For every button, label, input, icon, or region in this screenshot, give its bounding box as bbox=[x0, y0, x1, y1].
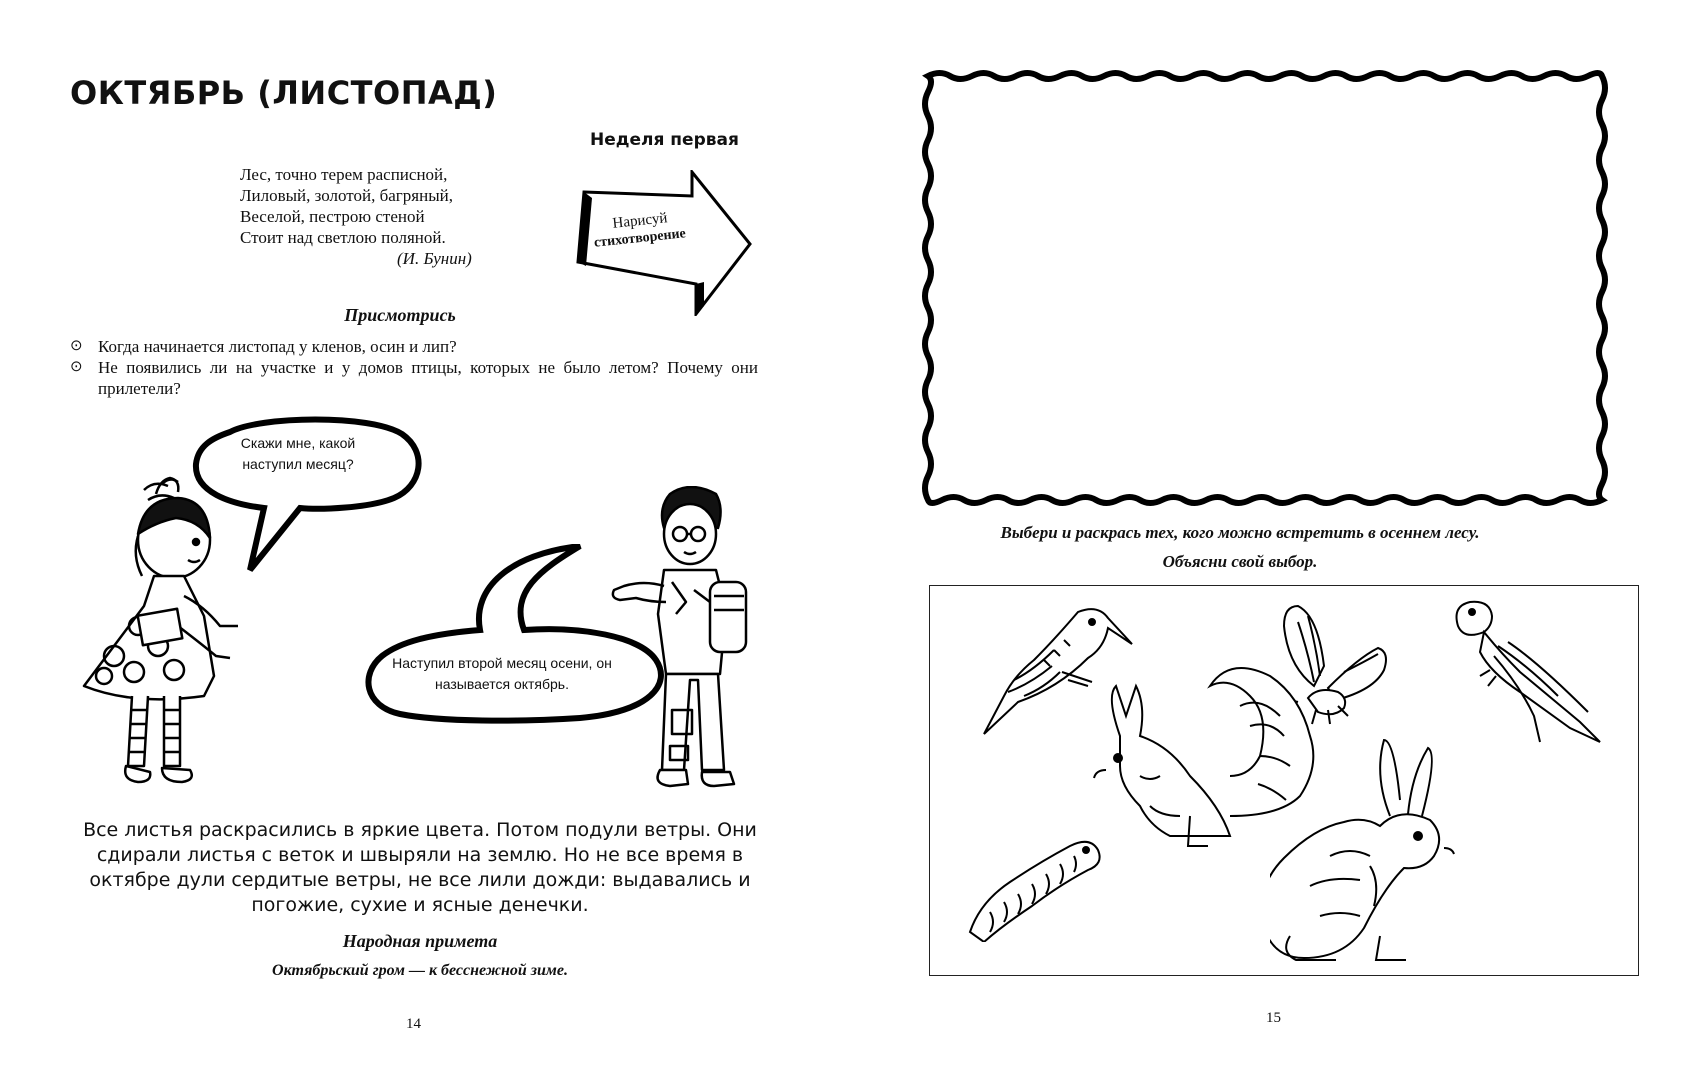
poem bbox=[240, 164, 472, 269]
question-text: Когда начинается листопад у кленов, осин и лип? bbox=[98, 337, 457, 356]
arrow-label-line1: Нарисуй bbox=[611, 210, 669, 232]
parrot-icon[interactable] bbox=[1438, 596, 1618, 746]
question-list bbox=[68, 336, 758, 399]
girl-speech: Скажи мне, какой наступил месяц? bbox=[240, 435, 356, 472]
animals-coloring-box[interactable] bbox=[929, 585, 1639, 976]
page-title: ОКТЯБРЬ (ЛИСТОПАД) bbox=[70, 74, 498, 112]
bullet-icon: ⊙ bbox=[70, 359, 83, 375]
task-explain: Объясни свой выбор. bbox=[1162, 552, 1318, 571]
hare-icon[interactable] bbox=[1270, 736, 1460, 966]
bullet-icon: ⊙ bbox=[70, 338, 83, 354]
proverb-text: Октябрьский гром — к бесснежной зиме. bbox=[272, 962, 568, 979]
boy-speech: Наступил второй месяц осени, он называется октябрь. bbox=[392, 655, 612, 692]
girl-illustration bbox=[74, 476, 254, 796]
week-label: Неделя первая bbox=[590, 130, 739, 150]
observe-heading: Присмотрись bbox=[344, 305, 456, 325]
proverb-heading: Народная примета bbox=[342, 931, 498, 951]
poem-author: (И. Бунин) bbox=[397, 249, 472, 268]
page-number: 14 bbox=[406, 1016, 421, 1032]
poem-line: Лес, точно терем расписной, bbox=[240, 165, 448, 184]
boy-illustration bbox=[610, 486, 770, 791]
arrow-label bbox=[586, 210, 694, 251]
task-instruction: Выбери и раскрась тех, кого можно встретить в осеннем лесу. bbox=[1000, 523, 1480, 542]
question-item bbox=[68, 336, 758, 357]
caterpillar-icon[interactable] bbox=[960, 832, 1110, 942]
page-number: 15 bbox=[1266, 1010, 1281, 1026]
poem-line: Лиловый, золотой, багряный, bbox=[240, 186, 453, 205]
drawing-area-frame[interactable] bbox=[920, 68, 1610, 508]
question-item bbox=[68, 357, 758, 399]
question-text: Не появились ли на участке и у домов птицы, которых не было летом? Почему они прилетели? bbox=[98, 358, 758, 398]
arrow-label-line2: стихотворение bbox=[593, 226, 687, 251]
story-text: Все листья раскрасились в яркие цвета. Потом подули ветры. Они сдирали листья с веток и швыряли на землю. Но не все время в октябре дули сердитые ветры, не все лили дожди: выдавались и погожие, сухие и ясные денечки. bbox=[83, 819, 757, 916]
poem-line: Стоит над светлою поляной. bbox=[240, 228, 446, 247]
poem-line: Веселой, пестрою стеной bbox=[240, 207, 425, 226]
left-page bbox=[0, 0, 842, 1076]
